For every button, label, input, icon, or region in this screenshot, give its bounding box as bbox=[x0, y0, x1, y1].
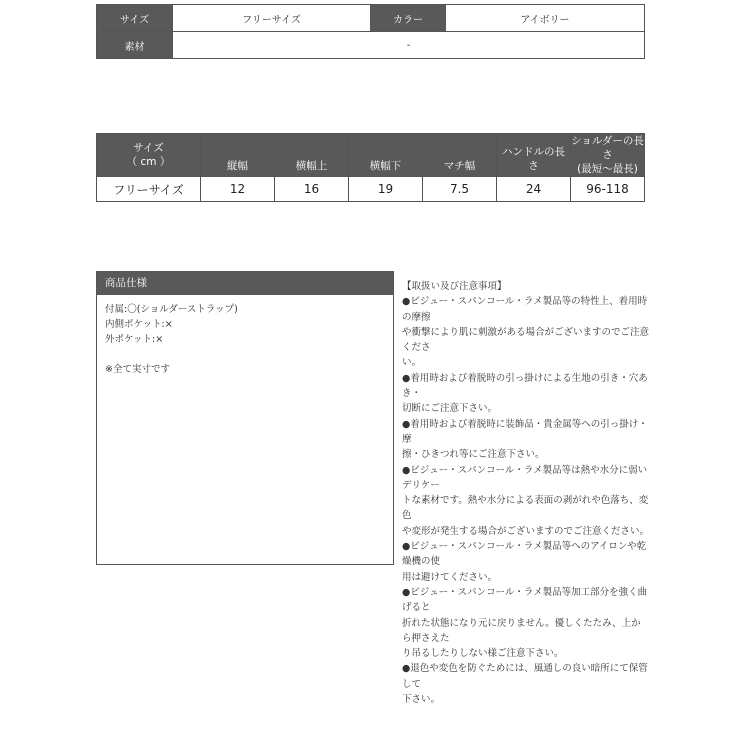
header-gusset: マチ幅 bbox=[423, 134, 497, 177]
cell-gusset: 7.5 bbox=[423, 177, 497, 202]
care-notes-title: 【取扱い及び注意事項】 bbox=[402, 281, 507, 292]
care-note-line: ●退色や変色を防ぐためには、風通しの良い暗所にて保管して bbox=[402, 663, 648, 690]
color-value: アイボリー bbox=[446, 5, 645, 32]
care-note-line: い。 bbox=[402, 357, 422, 369]
product-info-table bbox=[96, 4, 645, 59]
care-note-line: トな素材です。熱や水分による表面の剥がれや色落ち、変色 bbox=[402, 495, 649, 522]
care-note-line: や衝撃により肌に刺激がある場合がございますのでご注意くださ bbox=[402, 326, 650, 354]
cell-size: フリーサイズ bbox=[97, 177, 201, 202]
header-handle: ハンドルの長さ bbox=[497, 134, 571, 177]
header-size-line2: （ cm ） bbox=[126, 156, 171, 168]
spec-line-outer-pocket: 外ポケット:× bbox=[105, 334, 164, 345]
care-note-line: 折れた状態になり元に戻りません。優しくたたみ、上から押さえた bbox=[402, 617, 641, 644]
header-shoulder-line2: (最短〜最長) bbox=[577, 163, 638, 175]
size-table-row bbox=[97, 177, 645, 202]
header-height: 縦幅 bbox=[201, 134, 275, 177]
spec-note: ※全て実寸です bbox=[105, 364, 170, 375]
material-label: 素材 bbox=[97, 32, 173, 59]
header-shoulder-line1: ショルダーの長さ bbox=[571, 135, 644, 161]
care-note-line: り吊るしたりしない様ご注意下さい。 bbox=[402, 648, 564, 660]
care-note-line: ●ビジュー・スパンコール・ラメ製品等へのアイロンや乾燥機の使 bbox=[402, 541, 647, 568]
header-width-top: 横幅上 bbox=[275, 134, 349, 177]
cell-width-top: 16 bbox=[275, 177, 349, 202]
size-value: フリーサイズ bbox=[173, 5, 371, 32]
size-table-header-row bbox=[97, 134, 645, 177]
info-row-material bbox=[97, 32, 645, 59]
header-size bbox=[97, 134, 201, 177]
care-note-line: ●着用時および着脱時に装飾品・貴金属等への引っ掛け・摩 bbox=[402, 418, 648, 445]
header-size-line1: サイズ bbox=[133, 142, 164, 154]
care-note-line: 用は避けてください。 bbox=[402, 571, 498, 583]
cell-height: 12 bbox=[201, 177, 275, 202]
material-value: - bbox=[173, 32, 645, 59]
cell-handle: 24 bbox=[497, 177, 571, 202]
color-label: カラー bbox=[371, 5, 446, 32]
spec-line-accessory: 付属:〇(ショルダーストラップ) bbox=[105, 304, 238, 315]
size-label: サイズ bbox=[97, 5, 173, 32]
size-table bbox=[96, 133, 645, 202]
care-note-line: 切断にご注意下さい。 bbox=[402, 403, 498, 415]
care-note-line: や変形が発生する場合がございますのでご注意ください。 bbox=[402, 525, 650, 537]
care-note-line: 擦・ひきつれ等にご注意下さい。 bbox=[402, 449, 545, 461]
spec-line-inner-pocket: 内側ポケット:× bbox=[105, 319, 173, 330]
spec-body bbox=[97, 295, 393, 377]
care-notes bbox=[402, 279, 650, 707]
spec-title: 商品仕様 bbox=[97, 272, 393, 295]
care-note-line: ●着用時および着脱時の引っ掛けによる生地の引き・穴あき・ bbox=[402, 372, 648, 400]
cell-width-bottom: 19 bbox=[349, 177, 423, 202]
header-width-bottom: 横幅下 bbox=[349, 134, 423, 177]
care-note-line: ●ビジュー・スパンコール・ラメ製品等の特性上、着用時の摩擦 bbox=[402, 296, 648, 323]
info-row-size-color bbox=[97, 5, 645, 32]
product-spec-box bbox=[96, 271, 394, 565]
care-note-line: ●ビジュー・スパンコール・ラメ製品等は熱や水分に弱いデリケー bbox=[402, 464, 648, 491]
care-note-line: ●ビジュー・スパンコール・ラメ製品等加工部分を強く曲げると bbox=[402, 586, 648, 614]
cell-shoulder: 96-118 bbox=[571, 177, 645, 202]
header-shoulder bbox=[571, 134, 645, 177]
care-note-line: 下さい。 bbox=[402, 694, 441, 706]
